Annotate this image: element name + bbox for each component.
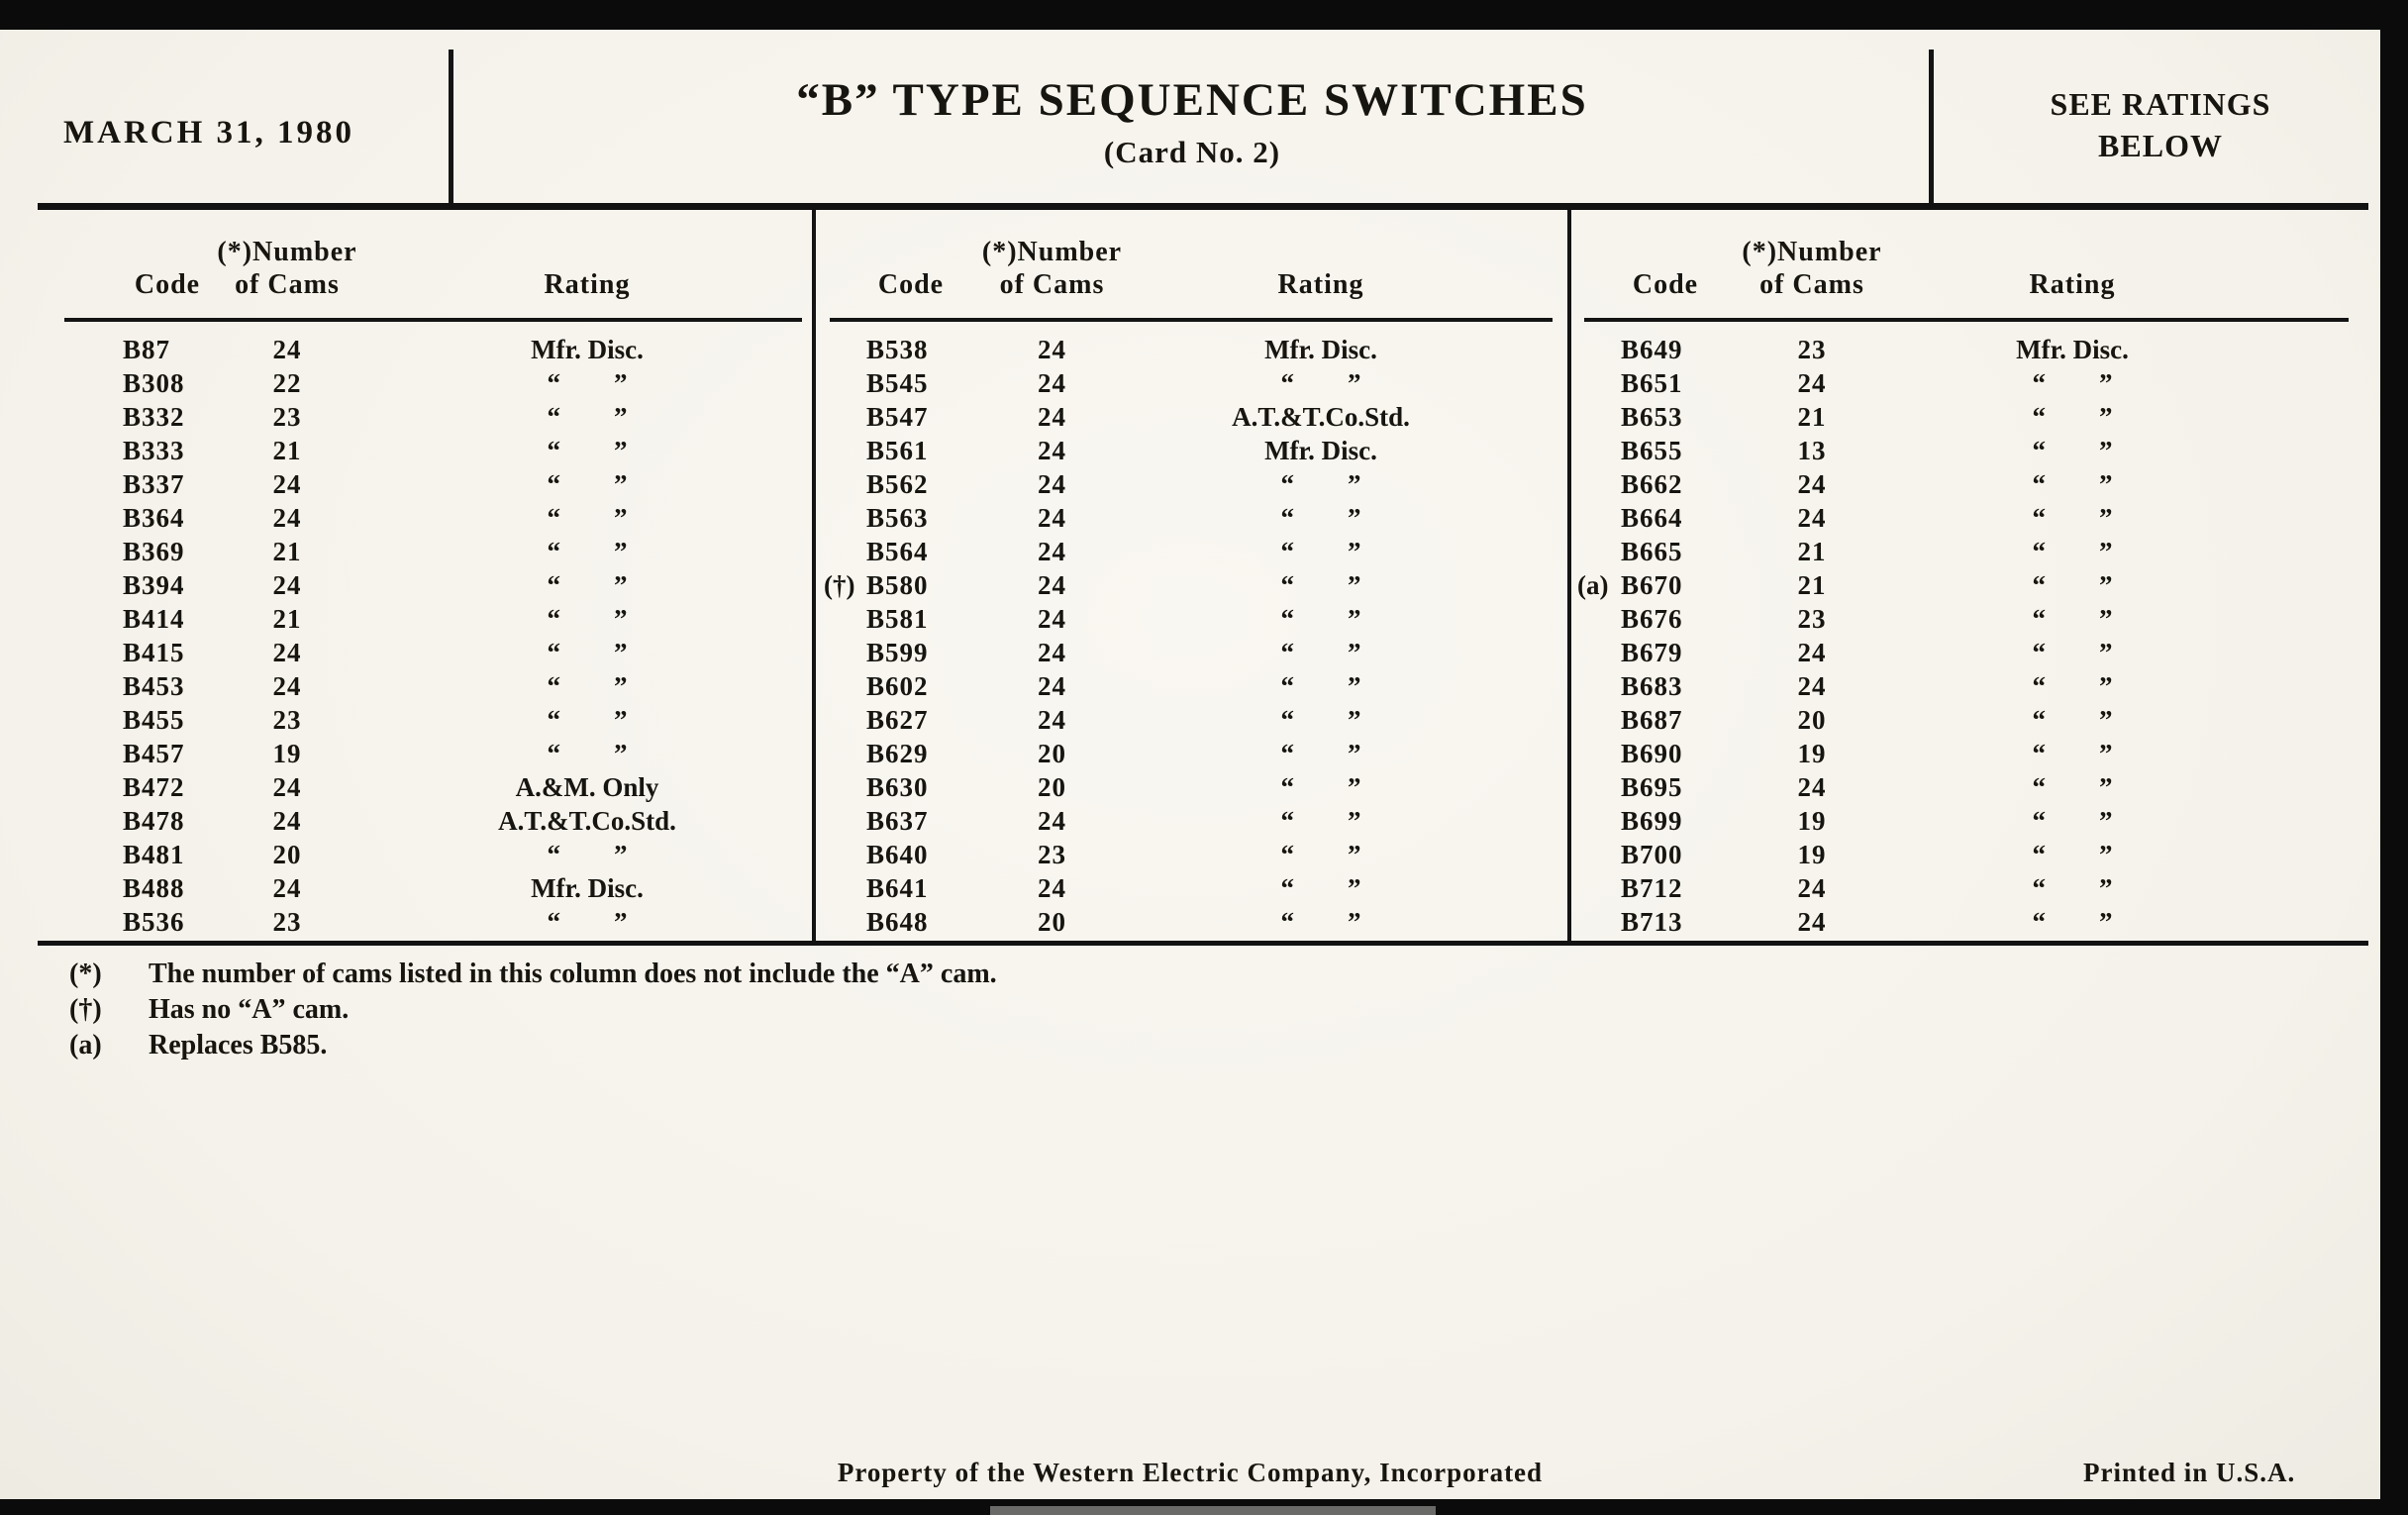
row-rating: “ ” — [547, 671, 628, 701]
row-code: B561 — [866, 436, 929, 465]
table-divider-1 — [812, 210, 816, 943]
column3-rows — [1577, 333, 2231, 939]
row-code: B455 — [123, 705, 185, 735]
row-rating: “ ” — [2032, 907, 2113, 937]
header-spacer — [1577, 228, 1621, 301]
row-prefix — [824, 838, 866, 871]
scan-artifact-streak — [990, 1506, 1436, 1515]
row-prefix — [824, 434, 866, 467]
row-rating: “ ” — [1280, 840, 1361, 869]
row-rating: “ ” — [2032, 873, 2113, 903]
row-rating: “ ” — [547, 368, 628, 398]
row-prefix — [1577, 535, 1621, 568]
row-code: B581 — [866, 604, 929, 634]
header-code — [123, 228, 212, 301]
row-rating: “ ” — [1280, 671, 1361, 701]
row-code: B602 — [866, 671, 929, 701]
row-code: B394 — [123, 570, 185, 600]
row-rating: “ ” — [1280, 806, 1361, 836]
header-rule — [38, 203, 2368, 210]
row-code: B679 — [1621, 638, 1683, 667]
title-block — [455, 73, 1929, 170]
row-cams: 23 — [272, 402, 302, 432]
row-cams: 24 — [1797, 671, 1827, 701]
footnote-text: The number of cams listed in this column does not include the “A” cam. — [149, 959, 997, 989]
row-cams: 22 — [272, 368, 302, 398]
row-code: B538 — [866, 335, 929, 364]
header-code — [866, 228, 955, 301]
row-rating: “ ” — [547, 503, 628, 533]
row-rating: “ ” — [2032, 537, 2113, 566]
row-code: B564 — [866, 537, 929, 566]
row-code: B308 — [123, 368, 185, 398]
column2-header-rule — [830, 318, 1553, 322]
row-code: B629 — [866, 739, 929, 768]
header-code-label: Code — [134, 269, 201, 300]
row-prefix — [1577, 770, 1621, 804]
row-cams: 24 — [272, 671, 302, 701]
row-code: B580 — [866, 570, 929, 600]
row-code: B599 — [866, 638, 929, 667]
row-cams: 24 — [1038, 638, 1066, 667]
footnote — [69, 957, 997, 992]
footnotes — [69, 957, 997, 1063]
row-rating: “ ” — [2032, 368, 2113, 398]
header-rating — [362, 228, 812, 301]
header-cams-line2: of Cams — [235, 269, 340, 300]
row-code: B712 — [1621, 873, 1683, 903]
row-rating: Mfr. Disc. — [1264, 335, 1377, 364]
row-code: B563 — [866, 503, 929, 533]
row-rating: “ ” — [1280, 705, 1361, 735]
row-rating: Mfr. Disc. — [531, 335, 644, 364]
row-prefix — [1577, 703, 1621, 737]
row-cams: 24 — [272, 469, 302, 499]
row-rating: A.T.&T.Co.Std. — [1232, 402, 1410, 432]
header-cams — [955, 228, 1149, 301]
row-rating: “ ” — [547, 907, 628, 937]
row-cams: 23 — [1038, 840, 1066, 869]
row-code: B562 — [866, 469, 929, 499]
row-code: B630 — [866, 772, 929, 802]
row-rating: Mfr. Disc. — [531, 873, 644, 903]
row-prefix — [1577, 737, 1621, 770]
row-code: B333 — [123, 436, 185, 465]
row-rating: “ ” — [2032, 840, 2113, 869]
footnote — [69, 1028, 997, 1063]
row-prefix — [1577, 366, 1621, 400]
row-rating: “ ” — [1280, 873, 1361, 903]
row-prefix — [824, 333, 866, 366]
column1-headers — [123, 228, 812, 301]
row-rating: “ ” — [1280, 638, 1361, 667]
row-cams: 19 — [1797, 739, 1827, 768]
row-rating: Mfr. Disc. — [1264, 436, 1377, 465]
row-rating: “ ” — [1280, 503, 1361, 533]
row-cams: 24 — [1038, 604, 1066, 634]
header-code — [1621, 228, 1710, 301]
row-code: B713 — [1621, 907, 1683, 937]
row-prefix — [1577, 636, 1621, 669]
footnote-marker: (a) — [69, 1030, 102, 1060]
row-prefix — [1577, 333, 1621, 366]
row-cams: 20 — [272, 840, 302, 869]
header-cams-line2: of Cams — [1759, 269, 1864, 300]
row-cams: 24 — [1797, 368, 1827, 398]
row-rating: “ ” — [2032, 402, 2113, 432]
row-prefix — [824, 669, 866, 703]
row-code: B488 — [123, 873, 185, 903]
row-rating: “ ” — [547, 739, 628, 768]
row-cams: 24 — [1038, 436, 1066, 465]
row-code: B655 — [1621, 436, 1683, 465]
row-code: B648 — [866, 907, 929, 937]
row-rating: “ ” — [2032, 503, 2113, 533]
column1-header-rule — [64, 318, 802, 322]
table-bottom-rule — [38, 941, 2368, 946]
row-code: B700 — [1621, 840, 1683, 869]
row-cams: 23 — [1797, 335, 1827, 364]
row-cams: 24 — [1038, 873, 1066, 903]
row-cams: 24 — [1038, 570, 1066, 600]
scan-border-top — [0, 0, 2408, 30]
row-code: B641 — [866, 873, 929, 903]
header-divider-left — [449, 50, 453, 204]
footer-property-line: Property of the Western Electric Company, Incorporated — [837, 1458, 1544, 1487]
row-cams: 23 — [1797, 604, 1827, 634]
row-code: B332 — [123, 402, 185, 432]
row-prefix — [1577, 501, 1621, 535]
row-rating: “ ” — [2032, 705, 2113, 735]
row-cams: 24 — [1038, 402, 1066, 432]
row-cams: 24 — [1797, 469, 1827, 499]
row-rating: “ ” — [547, 402, 628, 432]
row-rating: “ ” — [547, 705, 628, 735]
row-rating: “ ” — [1280, 570, 1361, 600]
row-rating: “ ” — [1280, 469, 1361, 499]
row-code: B536 — [123, 907, 185, 937]
row-prefix — [1577, 434, 1621, 467]
row-prefix — [824, 501, 866, 535]
row-rating: “ ” — [2032, 638, 2113, 667]
row-cams: 13 — [1797, 436, 1827, 465]
row-prefix — [1577, 804, 1621, 838]
row-rating: “ ” — [2032, 570, 2113, 600]
row-cams: 20 — [1038, 772, 1066, 802]
footnote-text: Has no “A” cam. — [149, 994, 350, 1025]
footnote-marker: (†) — [69, 994, 102, 1025]
header-code-label: Code — [1632, 269, 1699, 300]
row-cams: 24 — [1038, 503, 1066, 533]
row-rating: “ ” — [1280, 604, 1361, 634]
ratings-note — [1943, 83, 2378, 166]
header-rating — [1149, 228, 1493, 301]
row-cams: 24 — [1038, 705, 1066, 735]
header-cams — [212, 228, 362, 301]
row-code: B472 — [123, 772, 185, 802]
row-rating: “ ” — [547, 570, 628, 600]
row-cams: 24 — [272, 873, 302, 903]
row-code: B676 — [1621, 604, 1683, 634]
header-code-label: Code — [877, 269, 945, 300]
row-prefix — [1577, 602, 1621, 636]
row-cams: 24 — [272, 638, 302, 667]
row-prefix — [824, 467, 866, 501]
row-rating: Mfr. Disc. — [2016, 335, 2129, 364]
row-code: B664 — [1621, 503, 1683, 533]
row-code: B695 — [1621, 772, 1683, 802]
header-rating — [1914, 228, 2231, 301]
ratings-note-line2: BELOW — [2098, 128, 2223, 163]
row-code: B670 — [1621, 570, 1683, 600]
row-rating: “ ” — [547, 469, 628, 499]
row-code: B653 — [1621, 402, 1683, 432]
row-code: B414 — [123, 604, 185, 634]
row-code: B547 — [866, 402, 929, 432]
row-prefix — [1577, 467, 1621, 501]
row-code: B651 — [1621, 368, 1683, 398]
row-prefix — [824, 804, 866, 838]
row-cams: 24 — [272, 806, 302, 836]
row-rating: “ ” — [2032, 806, 2113, 836]
footnote-marker: (*) — [69, 959, 102, 989]
header-rating-label: Rating — [2029, 269, 2116, 300]
header-cams — [1710, 228, 1914, 301]
row-rating: “ ” — [1280, 907, 1361, 937]
column3-headers — [1577, 228, 2231, 301]
row-cams: 21 — [1797, 570, 1827, 600]
page-title: “B” TYPE SEQUENCE SWITCHES — [796, 74, 1588, 126]
header-cams-line2: of Cams — [999, 269, 1105, 300]
row-cams: 23 — [272, 907, 302, 937]
row-prefix — [1577, 905, 1621, 939]
row-prefix — [824, 737, 866, 770]
row-rating: “ ” — [2032, 604, 2113, 634]
header-rating-label: Rating — [544, 269, 631, 300]
row-code: B665 — [1621, 537, 1683, 566]
row-rating: “ ” — [2032, 469, 2113, 499]
header-cams-line1: (*)Number — [1742, 237, 1882, 267]
column2-rows — [824, 333, 1493, 939]
footnote — [69, 992, 997, 1028]
row-prefix: (a) — [1577, 570, 1609, 600]
row-rating: “ ” — [1280, 772, 1361, 802]
row-cams: 19 — [1797, 806, 1827, 836]
row-cams: 20 — [1797, 705, 1827, 735]
row-code: B637 — [866, 806, 929, 836]
row-code: B627 — [866, 705, 929, 735]
row-code: B478 — [123, 806, 185, 836]
row-cams: 21 — [272, 436, 302, 465]
row-cams: 24 — [272, 772, 302, 802]
row-prefix — [824, 366, 866, 400]
row-prefix — [824, 703, 866, 737]
row-rating: “ ” — [1280, 368, 1361, 398]
row-prefix — [1577, 669, 1621, 703]
column1-rows — [123, 333, 812, 939]
row-code: B649 — [1621, 335, 1683, 364]
row-prefix — [824, 535, 866, 568]
row-code: B457 — [123, 739, 185, 768]
row-rating: “ ” — [1280, 739, 1361, 768]
scan-border-right — [2380, 0, 2408, 1515]
row-cams: 24 — [1038, 335, 1066, 364]
row-rating: “ ” — [547, 604, 628, 634]
row-cams: 24 — [1038, 806, 1066, 836]
row-cams: 24 — [1797, 503, 1827, 533]
header-divider-right — [1929, 50, 1934, 204]
row-prefix — [1577, 838, 1621, 871]
row-code: B453 — [123, 671, 185, 701]
row-cams: 24 — [1038, 671, 1066, 701]
column2-headers — [824, 228, 1493, 301]
header-spacer — [824, 228, 866, 301]
row-rating: “ ” — [1280, 537, 1361, 566]
table-divider-2 — [1567, 210, 1571, 943]
row-cams: 21 — [1797, 537, 1827, 566]
row-code: B87 — [123, 335, 171, 364]
ratings-note-line1: SEE RATINGS — [2050, 86, 2271, 122]
row-cams: 24 — [1038, 537, 1066, 566]
footer-printed-line: Printed in U.S.A. — [2083, 1458, 2296, 1487]
row-code: B545 — [866, 368, 929, 398]
row-code: B640 — [866, 840, 929, 869]
footnote-text: Replaces B585. — [149, 1030, 328, 1060]
row-prefix — [824, 636, 866, 669]
row-cams: 24 — [1797, 907, 1827, 937]
page-subtitle: (Card No. 2) — [1103, 135, 1281, 169]
row-cams: 19 — [272, 739, 302, 768]
row-cams: 23 — [272, 705, 302, 735]
row-cams: 24 — [272, 335, 302, 364]
row-prefix — [824, 602, 866, 636]
row-code: B662 — [1621, 469, 1683, 499]
row-code: B364 — [123, 503, 185, 533]
row-code: B369 — [123, 537, 185, 566]
row-cams: 24 — [1797, 772, 1827, 802]
header-cams-line1: (*)Number — [217, 237, 357, 267]
row-rating: “ ” — [2032, 739, 2113, 768]
row-rating: “ ” — [2032, 436, 2113, 465]
row-cams: 24 — [272, 570, 302, 600]
row-cams: 24 — [1038, 469, 1066, 499]
row-prefix — [824, 400, 866, 434]
row-rating: “ ” — [2032, 671, 2113, 701]
column3-header-rule — [1584, 318, 2349, 322]
row-cams: 20 — [1038, 739, 1066, 768]
row-rating: “ ” — [2032, 772, 2113, 802]
row-prefix — [824, 905, 866, 939]
row-cams: 24 — [1797, 873, 1827, 903]
header-cams-line1: (*)Number — [981, 237, 1123, 267]
row-prefix — [1577, 400, 1621, 434]
row-rating: A.&M. Only — [515, 772, 659, 802]
row-rating: “ ” — [547, 638, 628, 667]
row-cams: 24 — [272, 503, 302, 533]
row-cams: 24 — [1797, 638, 1827, 667]
row-code: B690 — [1621, 739, 1683, 768]
row-code: B337 — [123, 469, 185, 499]
row-code: B699 — [1621, 806, 1683, 836]
row-rating: A.T.&T.Co.Std. — [498, 806, 676, 836]
row-prefix — [824, 770, 866, 804]
card-date: MARCH 31, 1980 — [63, 115, 355, 151]
row-prefix — [1577, 871, 1621, 905]
row-rating: “ ” — [547, 840, 628, 869]
row-code: B415 — [123, 638, 185, 667]
row-cams: 24 — [1038, 368, 1066, 398]
header-rating-label: Rating — [1277, 269, 1364, 300]
row-code: B683 — [1621, 671, 1683, 701]
row-cams: 21 — [272, 537, 302, 566]
row-rating: “ ” — [547, 537, 628, 566]
row-cams: 19 — [1797, 840, 1827, 869]
row-cams: 21 — [272, 604, 302, 634]
row-prefix — [824, 871, 866, 905]
row-cams: 20 — [1038, 907, 1066, 937]
row-code: B687 — [1621, 705, 1683, 735]
row-cams: 21 — [1797, 402, 1827, 432]
row-rating: “ ” — [547, 436, 628, 465]
row-code: B481 — [123, 840, 185, 869]
row-prefix: (†) — [824, 570, 855, 600]
